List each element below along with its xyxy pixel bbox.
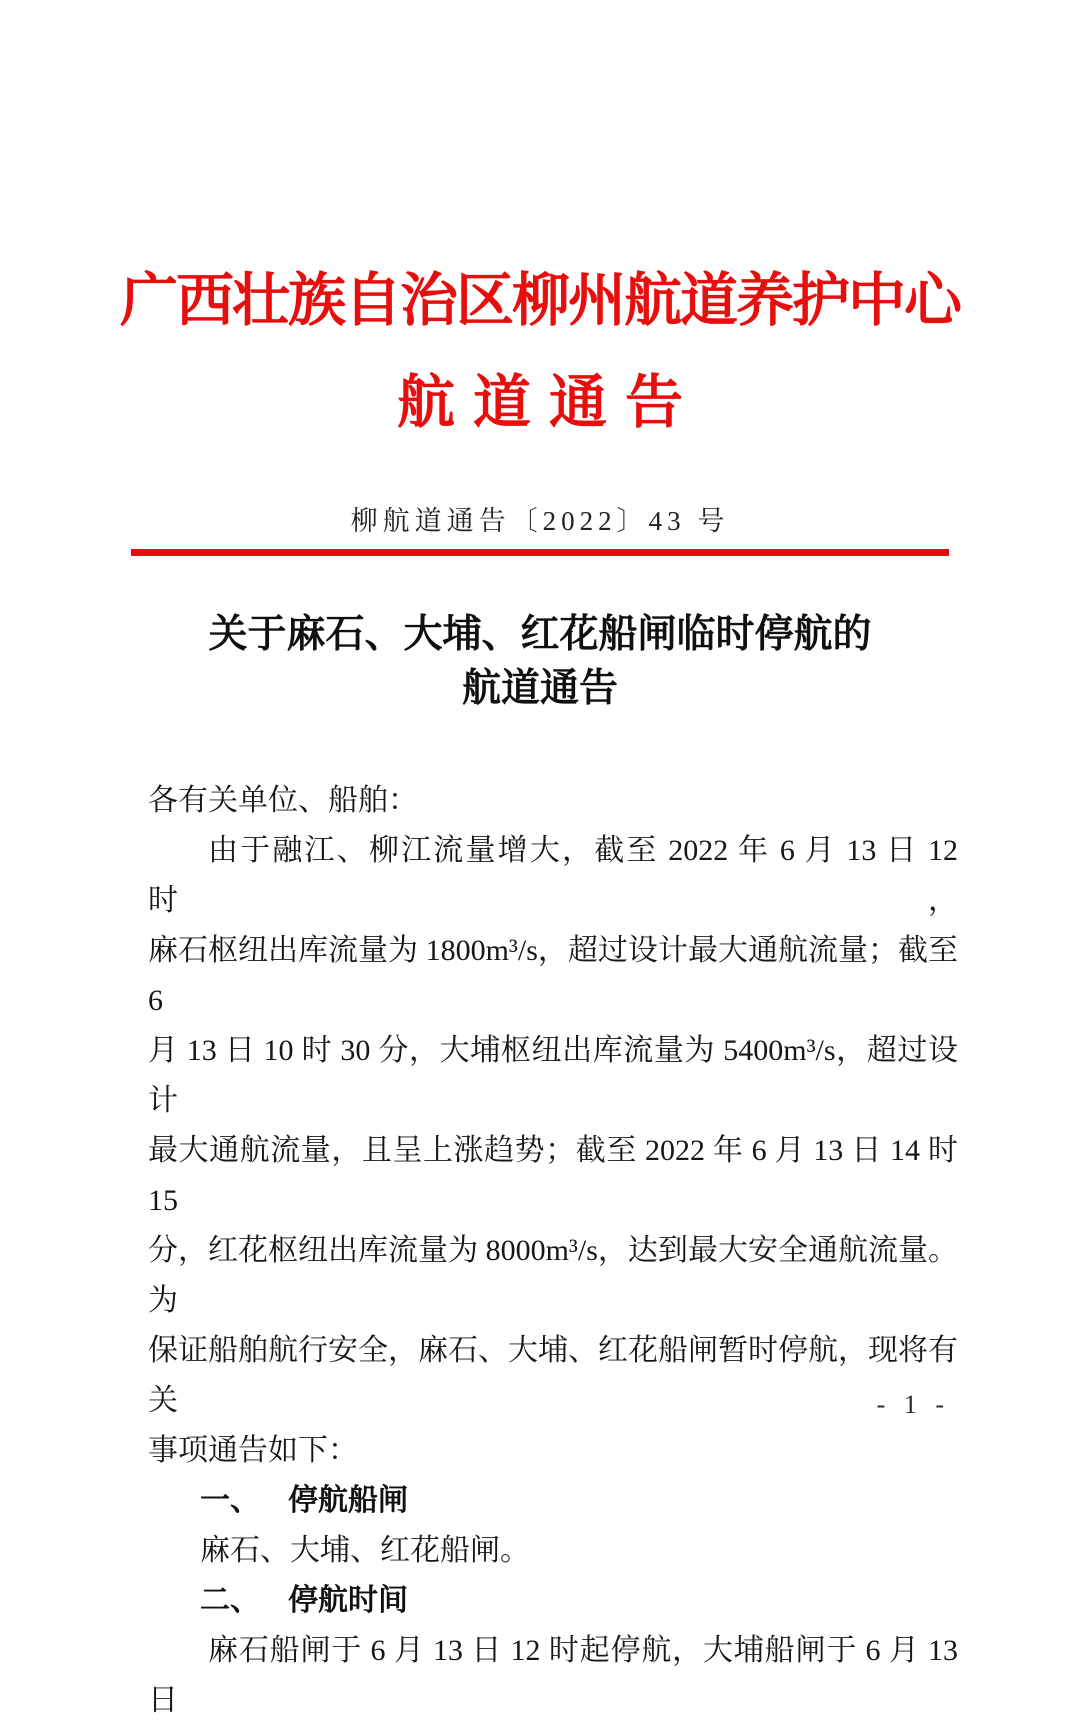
body-line: 分，红花枢纽出库流量为 8000m³/s，达到最大安全通航流量。为 [148, 1234, 958, 1317]
page-number: - 1 - [876, 1390, 950, 1419]
salutation: 各有关单位、船舶： [148, 784, 418, 817]
section-1-number: 一、 [200, 1484, 260, 1517]
notice-body [148, 776, 958, 1726]
notice-title-line1: 关于麻石、大埔、红花船闸临时停航的 [208, 613, 872, 656]
org-title-line2: 航道通告 [396, 370, 701, 435]
section-2-heading [148, 1576, 958, 1626]
body-line: 最大通航流量，且呈上涨趋势；截至 2022 年 6 月 13 日 14 时 15 [148, 1134, 958, 1217]
notice-title-line2: 航道通告 [461, 667, 618, 710]
body-line: 麻石枢纽出库流量为 1800m³/s，超过设计最大通航流量；截至 6 [148, 934, 958, 1017]
body-line: 月 13 日 10 时 30 分，大埔枢纽出库流量为 5400m³/s，超过设计 [148, 1034, 958, 1117]
body-line: 事项通告如下： [148, 1434, 358, 1467]
red-divider-rule [131, 549, 949, 556]
section-1-title: 停航船闸 [288, 1484, 408, 1517]
section-2-number: 二、 [200, 1584, 260, 1617]
section-1-heading [148, 1476, 958, 1526]
section-2-first-line: 麻石船闸于 6 月 13 日 12 时起停航，大埔船闸于 6 月 13 日 [148, 1634, 958, 1717]
body-line: 保证船舶航行安全，麻石、大埔、红花船闸暂时停航，现将有关 [148, 1334, 958, 1417]
document-number: 柳航道通告〔2022〕43 号 [350, 506, 730, 536]
section-1-content: 麻石、大埔、红花船闸。 [200, 1534, 530, 1567]
notice-title [0, 608, 1080, 716]
section-2-title: 停航时间 [288, 1584, 408, 1617]
org-title-line1: 广西壮族自治区柳州航道养护中心 [119, 268, 960, 333]
body-line: 由于融江、柳江流量增大，截至 2022 年 6 月 13 日 12 时， [148, 834, 958, 917]
